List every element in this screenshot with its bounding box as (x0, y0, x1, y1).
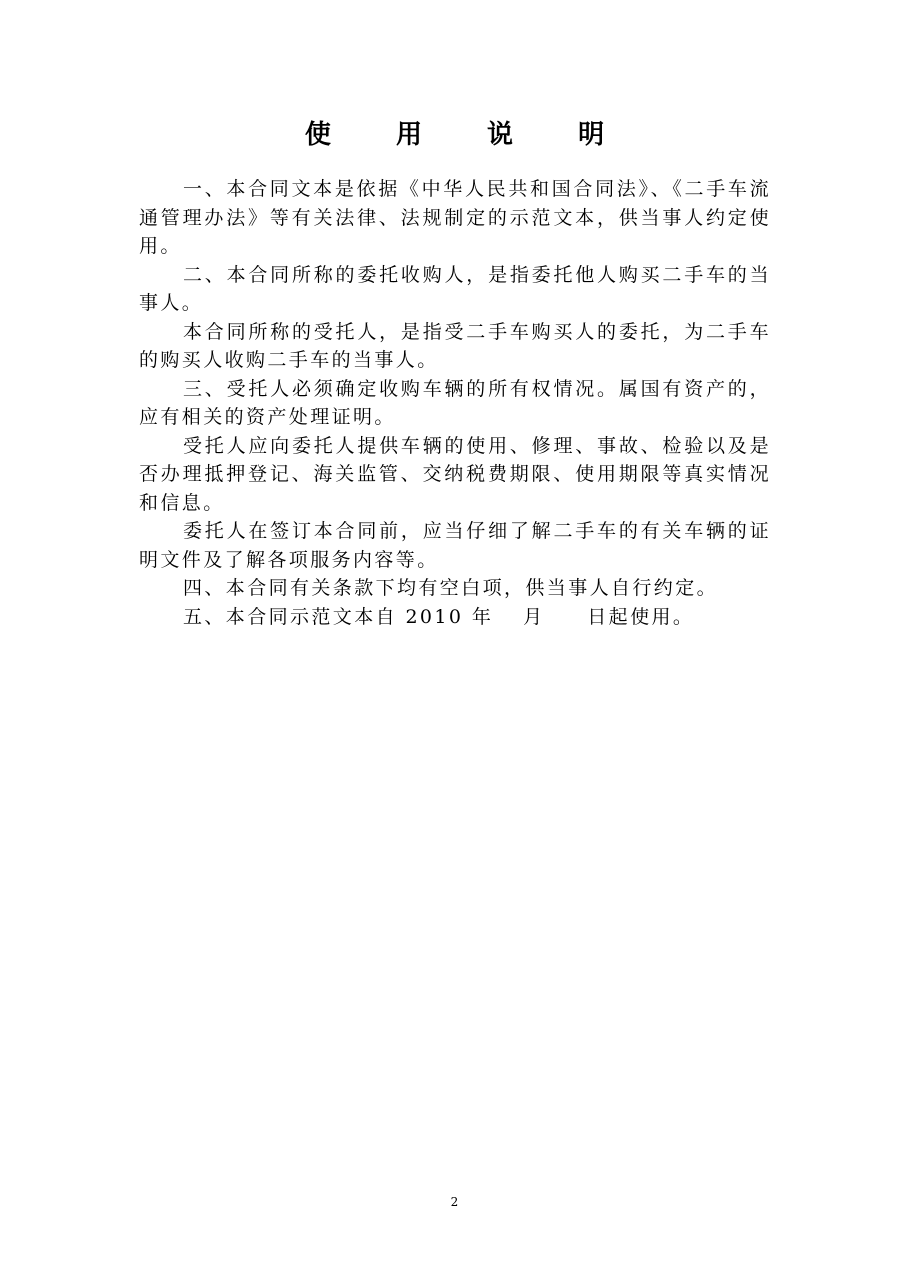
paragraph-7: 四、本合同有关条款下均有空白项，供当事人自行约定。 (183, 577, 719, 599)
paragraph-8: 五、本合同示范文本自 2010 年 月 日起使用。 (183, 605, 695, 628)
paragraph-1: 一、本合同文本是依据《中华人民共和国合同法》、《二手车流通管理办法》等有关法律、法规制定的示范文本，供当事人约定使用。 (139, 178, 771, 257)
paragraph-3: 本合同所称的受托人，是指受二手车购买人的委托，为二手车的购买人收购二手车的当事人。 (139, 320, 771, 371)
page-title: 使 用 说 明 (304, 120, 633, 150)
paragraph-4: 三、受托人必须确定收购车辆的所有权情况。属国有资产的，应有相关的资产处理证明。 (139, 377, 771, 428)
document-body (139, 175, 771, 631)
paragraph-6: 委托人在签订本合同前，应当仔细了解二手车的有关车辆的证明文件及了解各项服务内容等。 (139, 520, 771, 571)
paragraph-2: 二、本合同所称的委托收购人，是指委托他人购买二手车的当事人。 (139, 263, 771, 314)
paragraph-5: 受托人应向委托人提供车辆的使用、修理、事故、检验以及是否办理抵押登记、海关监管、交纳税费期限、使用期限等真实情况和信息。 (139, 434, 771, 514)
page-number: 2 (450, 1195, 459, 1209)
